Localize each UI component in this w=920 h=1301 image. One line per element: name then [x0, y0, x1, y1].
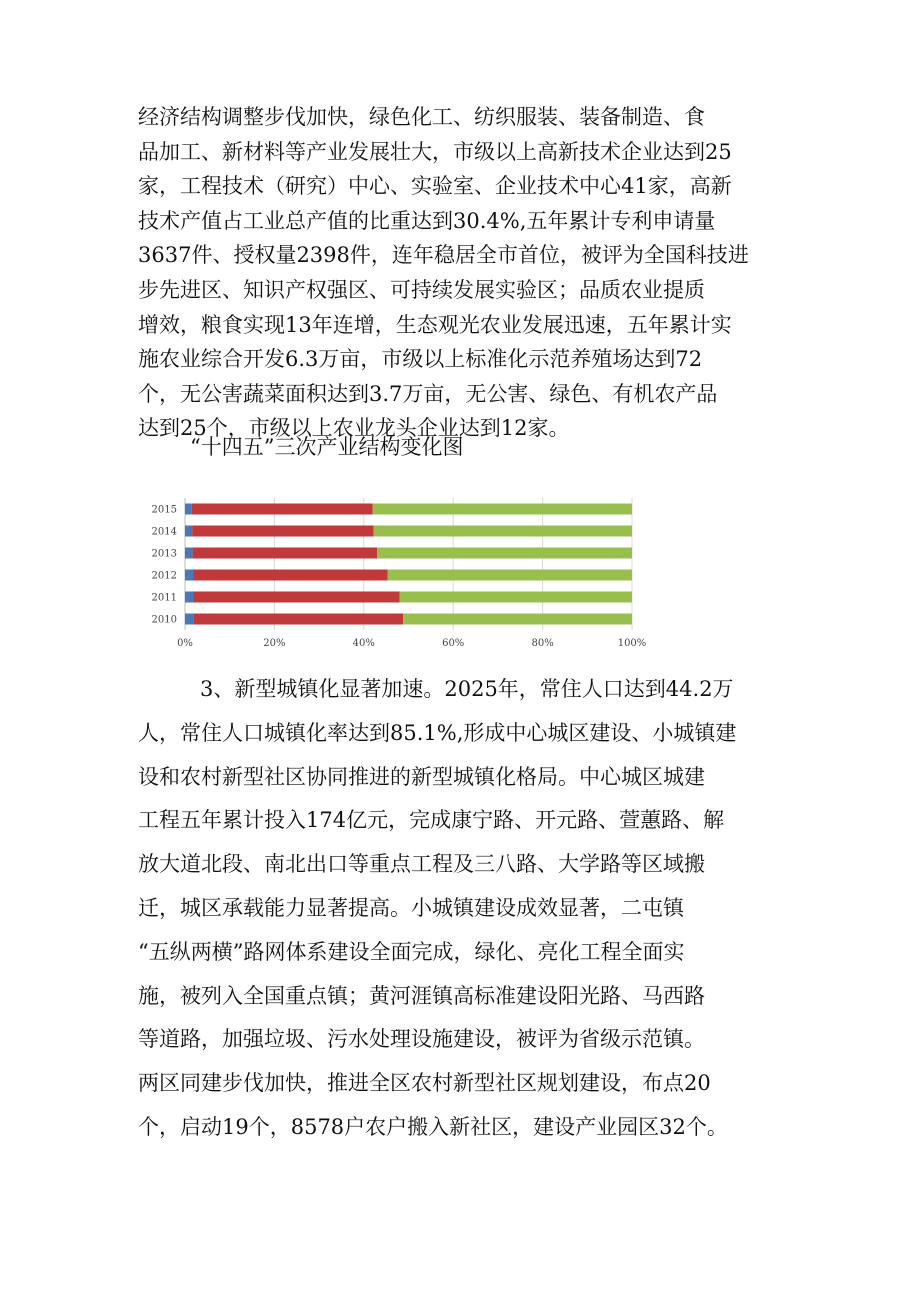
- text-line: 放大道北段、南北出口等重点工程及三八路、大学路等区域搬: [138, 852, 705, 877]
- bar-segment: [374, 526, 632, 537]
- bar-segment: [192, 526, 373, 537]
- x-tick-label: 0%: [177, 638, 193, 649]
- bar-segment: [387, 570, 632, 581]
- bar-segment: [185, 614, 194, 625]
- paragraph-economy: [138, 100, 778, 446]
- x-tick-label: 80%: [531, 638, 554, 649]
- text-line: 步先进区、知识产权强区、可持续发展实验区；品质农业提质: [138, 277, 705, 302]
- bar-segment: [377, 548, 632, 559]
- bar-segment: [185, 504, 192, 515]
- text-line: 品加工、新材料等产业发展壮大，市级以上高新技术企业达到25: [138, 139, 732, 164]
- bar-segment: [193, 548, 378, 559]
- bar-segment: [194, 614, 403, 625]
- bar-segment: [185, 592, 193, 603]
- text-line: 个，无公害蔬菜面积达到3.7万亩，无公害、绿色、有机农产品: [138, 381, 718, 406]
- text-line: 经济结构调整步伐加快，绿色化工、纺织服装、装备制造、食: [138, 105, 705, 129]
- text-line: 施，被列入全国重点镇；黄河涯镇高标准建设阳光路、马西路: [138, 983, 705, 1008]
- bar-segment: [193, 592, 399, 603]
- bar-segment: [193, 570, 387, 581]
- y-tick-label: 2013: [151, 548, 177, 560]
- text-line: 迁，城区承载能力显著提高。小城镇建设成效显著，二屯镇: [138, 895, 684, 920]
- text-line: “五纵两横”路网体系建设全面完成，绿化、亮化工程全面实: [138, 939, 685, 964]
- bar-segment: [185, 548, 193, 559]
- text-line: 个，启动19个，8578户农户搬入新社区，建设产业园区32个。: [138, 1114, 728, 1139]
- text-line: 两区同建步伐加快，推进全区农村新型社区规划建设，布点20: [138, 1071, 711, 1096]
- text-line: 3637件、授权量2398件，连年稳居全市首位，被评为全国科技进: [138, 243, 749, 268]
- text-line: 设和农村新型社区协同推进的新型城镇化格局。中心城区城建: [138, 764, 705, 789]
- text-line: 等道路，加强垃圾、污水处理设施建设，被评为省级示范镇。: [138, 1027, 705, 1052]
- bar-segment: [400, 592, 632, 603]
- x-tick-label: 60%: [442, 638, 465, 649]
- y-tick-label: 2015: [151, 504, 177, 516]
- text-line: 人，常住人口城镇化率达到85.1%,形成中心城区建设、小城镇建: [138, 720, 737, 745]
- paragraph-urbanization: [138, 668, 778, 1150]
- text-line: 达到25个，市级以上农业龙头企业达到12家。: [138, 416, 570, 441]
- industry-structure-chart: [130, 490, 660, 655]
- text-line: 工程五年累计投入174亿元，完成康宁路、开元路、萱蕙路、解: [138, 808, 725, 833]
- text-line: 施农业综合开发6.3万亩，市级以上标准化示范养殖场达到72: [138, 347, 703, 372]
- text-line: 家，工程技术（研究）中心、实验室、企业技术中心41家，高新: [138, 174, 732, 199]
- text-line: 增效，粮食实现13年连增，生态观光农业发展迅速，五年累计实: [138, 312, 732, 337]
- y-tick-label: 2014: [151, 526, 177, 538]
- bar-segment: [185, 526, 192, 537]
- x-tick-label: 20%: [263, 638, 286, 649]
- x-tick-label: 40%: [352, 638, 375, 649]
- chart-svg: [130, 490, 660, 655]
- text-line: 技术产值占工业总产值的比重达到30.4%,五年累计专利申请量: [138, 208, 716, 233]
- y-tick-label: 2012: [151, 570, 177, 582]
- y-tick-label: 2010: [151, 614, 177, 626]
- y-tick-label: 2011: [151, 592, 177, 604]
- bar-segment: [403, 614, 632, 625]
- bar-segment: [185, 570, 193, 581]
- chart-caption: “十四五”三次产业结构变化图: [190, 435, 464, 459]
- bar-segment: [373, 504, 632, 515]
- text-line: 3、新型城镇化显著加速。2025年，常住人口达到44.2万: [200, 677, 734, 701]
- bar-segment: [192, 504, 373, 515]
- x-tick-label: 100%: [617, 638, 647, 649]
